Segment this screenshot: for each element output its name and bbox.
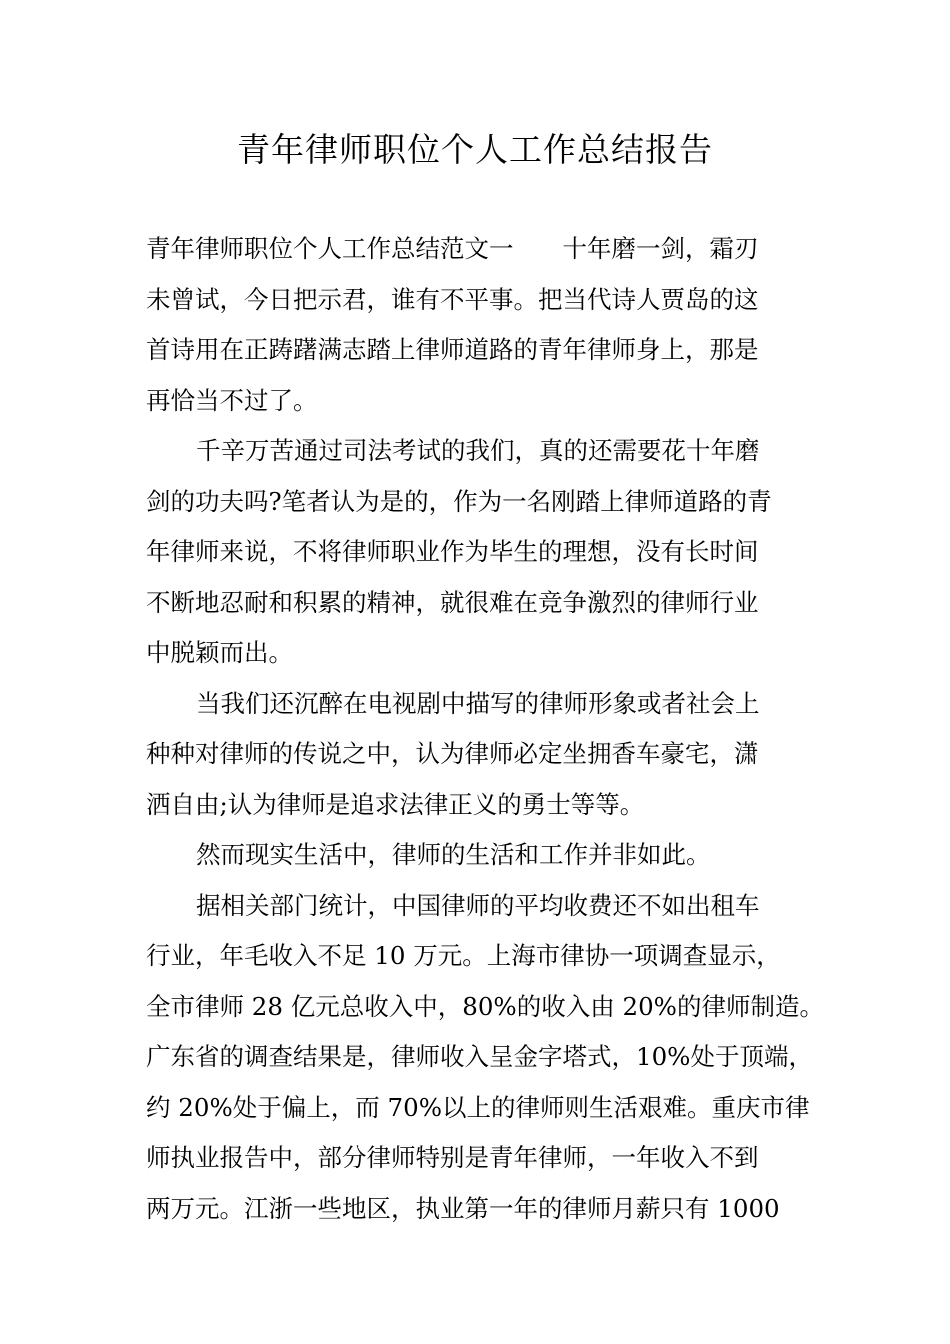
paragraph-line: 约 20%处于偏上，而 70%以上的律师则生活艰难。重庆市律 <box>146 1092 810 1122</box>
paragraph-line: 种种对律师的传说之中，认为律师必定坐拥香车豪宅，潇 <box>146 739 759 768</box>
paragraph-line: 中脱颖而出。 <box>146 638 293 667</box>
paragraph-3 <box>146 679 812 831</box>
paragraph-line: 广东省的调查结果是，律师收入呈金字塔式，10%处于顶端， <box>146 1042 813 1071</box>
document-body <box>146 224 824 1234</box>
paragraph-line: 两万元。江浙一些地区，执业第一年的律师月薪只有 1000 <box>146 1193 780 1223</box>
paragraph-line: 青年律师职位个人工作总结范文一 十年磨一剑，霜刃 <box>146 234 759 263</box>
paragraph-line: 剑的功夫吗?笔者认为是的，作为一名刚踏上律师道路的青 <box>146 486 772 516</box>
paragraph-2 <box>146 426 812 679</box>
paragraph-line: 洒自由;认为律师是追求法律正义的勇士等等。 <box>146 789 645 819</box>
paragraph-line: 千辛万苦通过司法考试的我们，真的还需要花十年磨 <box>196 436 760 465</box>
paragraph-line: 再恰当不过了。 <box>146 385 318 415</box>
paragraph-5 <box>146 881 824 1235</box>
paragraph-line: 首诗用在正踌躇满志踏上律师道路的青年律师身上，那是 <box>146 335 759 364</box>
paragraph-line: 年律师来说，不将律师职业作为毕生的理想，没有长时间 <box>146 537 759 566</box>
paragraph-line: 据相关部门统计，中国律师的平均收费还不如出租车 <box>196 890 760 920</box>
paragraph-line: 全市律师 28 亿元总收入中，80%的收入由 20%的律师制造。 <box>146 991 824 1021</box>
paragraph-line: 未曾试，今日把示君，谁有不平事。把当代诗人贾岛的这 <box>146 284 759 314</box>
document-title: 青年律师职位个人工作总结报告 <box>237 130 713 169</box>
paragraph-4 <box>146 830 812 881</box>
paragraph-line: 师执业报告中，部分律师特别是青年律师，一年收入不到 <box>146 1143 759 1172</box>
paragraph-line: 然而现实生活中，律师的生活和工作并非如此。 <box>196 840 711 869</box>
paragraph-1 <box>146 224 812 426</box>
paragraph-line: 不断地忍耐和积累的精神，就很难在竞争激烈的律师行业 <box>146 587 759 617</box>
paragraph-line: 行业，年毛收入不足 10 万元。上海市律协一项调查显示， <box>146 941 781 970</box>
paragraph-line: 当我们还沉醉在电视剧中描写的律师形象或者社会上 <box>196 688 760 718</box>
